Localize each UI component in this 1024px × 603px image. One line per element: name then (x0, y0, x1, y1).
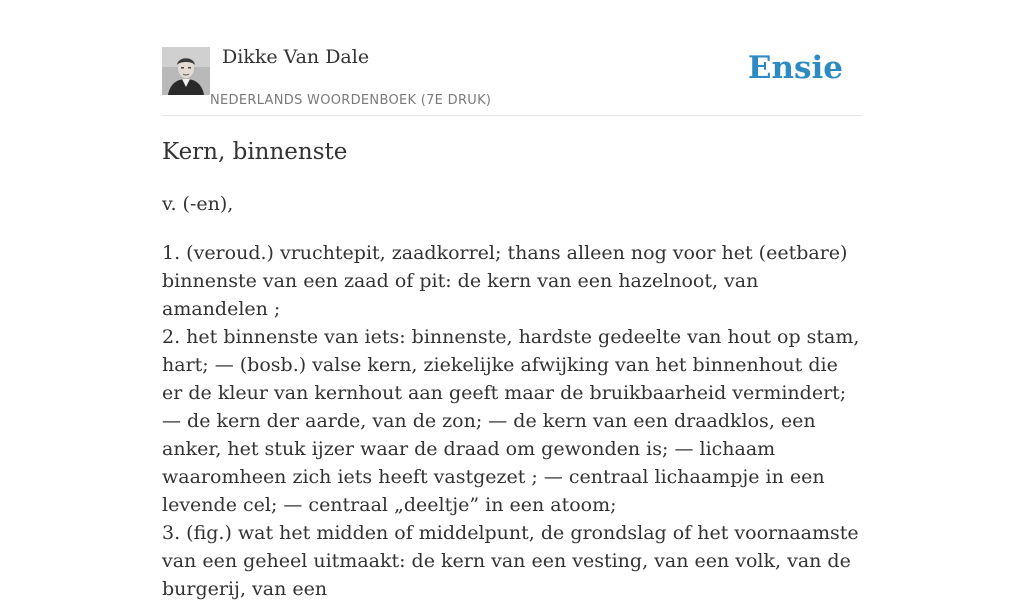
sense-1: 1. (veroud.) vruchtepit, zaadkorrel; thans alleen nog voor het (eetbare) binnenste van een zaad of pit: de kern van een hazelnoot, van amandelen ; (162, 242, 848, 320)
sense-3: 3. (fig.) wat het midden of middelpunt, de grondslag of het voornaamste van een geheel uitmaakt: de kern van een vesting, van een volk, van de burgerij, van een (162, 522, 859, 600)
definition-body (162, 239, 862, 603)
portrait-icon (162, 47, 210, 95)
sense-2: 2. het binnenste van iets: binnenste, hardste gedeelte van hout op stam, hart; — (bosb.) valse kern, ziekelijke afwijking van het binnenhout die er de kleur van kernhout aan geeft maar de bruikbaarheid vermindert; — de kern der aarde, van de zon; — de kern van een draadklos, een anker, het stuk ijzer waar de draad om gewonden is; — lichaam waaromheen zich iets heeft vastgezet ; — centraal lichaampje in een levende cel; — centraal „deeltje” in een atoom; (162, 326, 860, 516)
grammar-note: v. (-en), (162, 193, 234, 215)
source-title[interactable]: NEDERLANDS WOORDENBOEK (7E DRUK) (210, 93, 492, 108)
entry-title: Kern, binnenste (162, 139, 348, 165)
author-name[interactable]: Dikke Van Dale (222, 46, 370, 68)
brand-logo[interactable]: Ensie (747, 50, 843, 86)
author-avatar[interactable] (162, 47, 210, 95)
entry-header (162, 40, 862, 116)
